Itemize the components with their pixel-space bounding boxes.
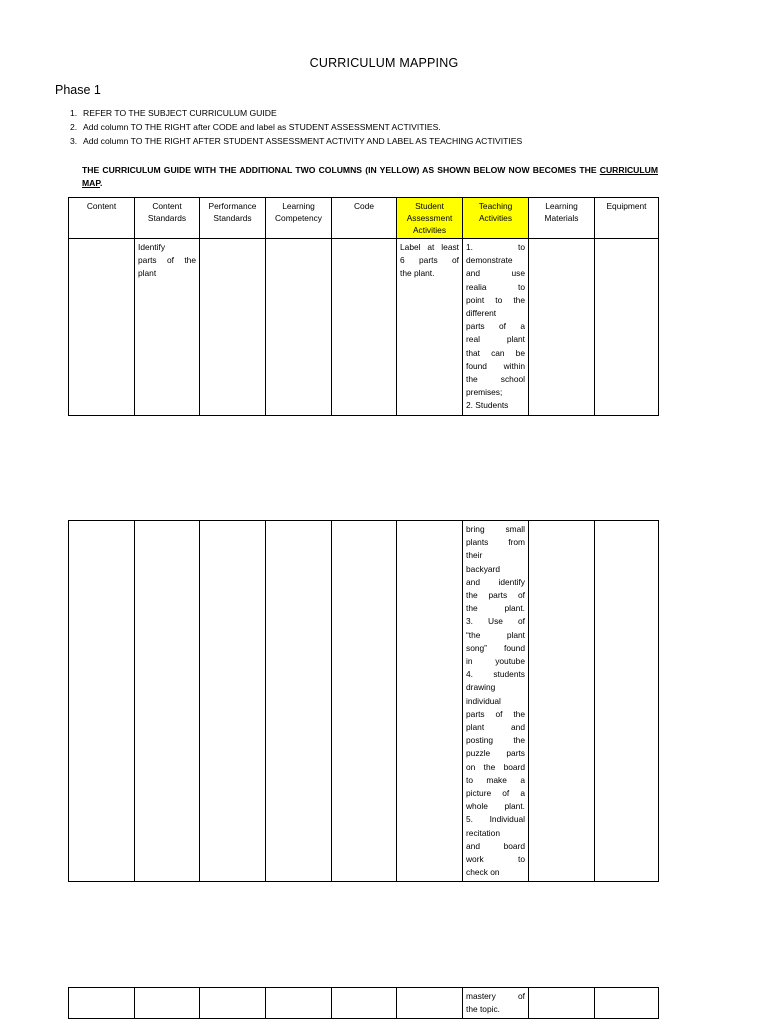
table-cell xyxy=(200,239,266,416)
instruction-item xyxy=(70,136,522,146)
header-content: Content xyxy=(69,198,135,239)
table-cell xyxy=(397,521,463,882)
instruction-text: Add column TO THE RIGHT after CODE and label as STUDENT ASSESSMENT ACTIVITIES. xyxy=(83,122,441,132)
curriculum-map-table-continued xyxy=(68,987,659,1019)
cell-line: point to the xyxy=(466,294,525,305)
cell-line: and board xyxy=(466,840,525,851)
header-student-assessment: Student Assessment Activities xyxy=(397,198,463,239)
cell-line: realia to xyxy=(466,281,525,292)
cell-line: premises; xyxy=(466,387,503,398)
instruction-text: Add column TO THE RIGHT AFTER STUDENT ASSESSMENT ACTIVITY AND LABEL AS TEACHING ACTIVITIES xyxy=(83,136,523,146)
table-cell xyxy=(332,521,397,882)
cell-line: demonstrate xyxy=(466,255,513,266)
table-cell xyxy=(397,988,463,1019)
header-teaching-activities: Teaching Activities xyxy=(463,198,529,239)
table-cell xyxy=(266,988,332,1019)
cell-line: plants from xyxy=(466,537,525,548)
header-equipment: Equipment xyxy=(595,198,659,239)
cell-line: that can be xyxy=(466,347,525,358)
cell-line: 3. Use of xyxy=(466,616,525,627)
cell-line: found within xyxy=(466,360,525,371)
teaching-activities-cell xyxy=(463,239,529,416)
cell-line: plant xyxy=(138,268,157,279)
cell-line: check on xyxy=(466,867,500,878)
instruction-item xyxy=(70,108,277,118)
table-cell xyxy=(529,521,595,882)
table-cell xyxy=(200,988,266,1019)
student-assessment-cell xyxy=(397,239,463,416)
cell-line: picture of a xyxy=(466,788,525,799)
header-performance-standards: Performance Standards xyxy=(200,198,266,239)
cell-line: parts of a xyxy=(466,321,525,332)
instruction-item xyxy=(70,122,441,132)
header-row xyxy=(69,198,659,239)
cell-line: Label at least xyxy=(400,242,459,252)
cell-line: puzzle parts xyxy=(466,748,525,759)
cell-line: Identify xyxy=(138,242,166,252)
curriculum-map-note xyxy=(82,164,658,190)
table-cell xyxy=(135,988,200,1019)
instruction-text: REFER TO THE SUBJECT CURRICULUM GUIDE xyxy=(83,108,277,118)
cell-line: individual xyxy=(466,695,501,706)
table-cell xyxy=(266,521,332,882)
table-cell xyxy=(69,521,135,882)
header-learning-competency: Learning Competency xyxy=(266,198,332,239)
table-cell xyxy=(529,988,595,1019)
instruction-number: 3. xyxy=(70,136,78,146)
page-title: CURRICULUM MAPPING xyxy=(309,56,459,70)
table-cell xyxy=(332,239,397,416)
cell-line: “the plant xyxy=(466,629,525,640)
cell-line: and identify xyxy=(466,576,525,587)
cell-line: parts of the xyxy=(466,708,525,719)
table-row xyxy=(69,988,659,1019)
cell-line: on the board xyxy=(466,761,525,772)
cell-line: backyard xyxy=(466,563,500,574)
table-row xyxy=(69,521,659,882)
header-code: Code xyxy=(332,198,397,239)
header-content-standards: Content Standards xyxy=(135,198,200,239)
table-cell xyxy=(595,988,659,1019)
cell-line: 6 parts of xyxy=(400,255,459,266)
table-row xyxy=(69,239,659,416)
phase-heading: Phase 1 xyxy=(55,83,101,97)
cell-line: the plant. xyxy=(400,268,435,279)
cell-line: in youtube xyxy=(466,656,525,667)
table-cell xyxy=(595,239,659,416)
teaching-activities-cell xyxy=(463,521,529,882)
cell-line: plant and xyxy=(466,722,525,733)
cell-line: their xyxy=(466,550,483,561)
cell-line: mastery of xyxy=(466,991,525,1001)
teaching-activities-cell xyxy=(463,988,529,1019)
header-learning-materials: Learning Materials xyxy=(529,198,595,239)
table-cell xyxy=(69,239,135,416)
curriculum-map-table-continued xyxy=(68,520,659,882)
note-end: . xyxy=(100,178,103,188)
cell-line: song” found xyxy=(466,642,525,653)
cell-line: work to xyxy=(466,854,525,865)
cell-line: real plant xyxy=(466,334,525,345)
note-underlined: CURRICULUM MAP xyxy=(82,165,658,188)
cell-line: the school xyxy=(466,374,525,385)
cell-line: parts of the xyxy=(138,255,196,266)
content-standards-cell xyxy=(135,239,200,416)
cell-line: whole plant. xyxy=(466,801,525,812)
table-cell xyxy=(69,988,135,1019)
cell-line: the parts of xyxy=(466,590,525,601)
cell-line: 1. to xyxy=(466,242,525,252)
cell-line: the plant. xyxy=(466,603,525,614)
cell-line: to make a xyxy=(466,774,525,785)
curriculum-map-table xyxy=(68,197,659,416)
cell-line: drawing xyxy=(466,682,496,693)
instruction-number: 2. xyxy=(70,122,78,132)
cell-line: the topic. xyxy=(466,1004,500,1015)
table-cell xyxy=(529,239,595,416)
cell-line: and use xyxy=(466,268,525,279)
cell-line: recitation xyxy=(466,827,500,838)
cell-line: 5. Individual xyxy=(466,814,525,825)
cell-line: 2. Students xyxy=(466,400,509,411)
note-text: THE CURRICULUM GUIDE WITH THE ADDITIONAL TWO COLUMNS (IN YELLOW) AS SHOWN BELOW NOW BECOMES THE xyxy=(82,165,597,175)
cell-line: different xyxy=(466,308,497,319)
table-cell xyxy=(135,521,200,882)
table-cell xyxy=(200,521,266,882)
instruction-number: 1. xyxy=(70,108,78,118)
cell-line: 4. students xyxy=(466,669,525,680)
cell-line: posting the xyxy=(466,735,525,746)
cell-line: bring small xyxy=(466,524,525,534)
table-cell xyxy=(266,239,332,416)
table-cell xyxy=(332,988,397,1019)
table-cell xyxy=(595,521,659,882)
